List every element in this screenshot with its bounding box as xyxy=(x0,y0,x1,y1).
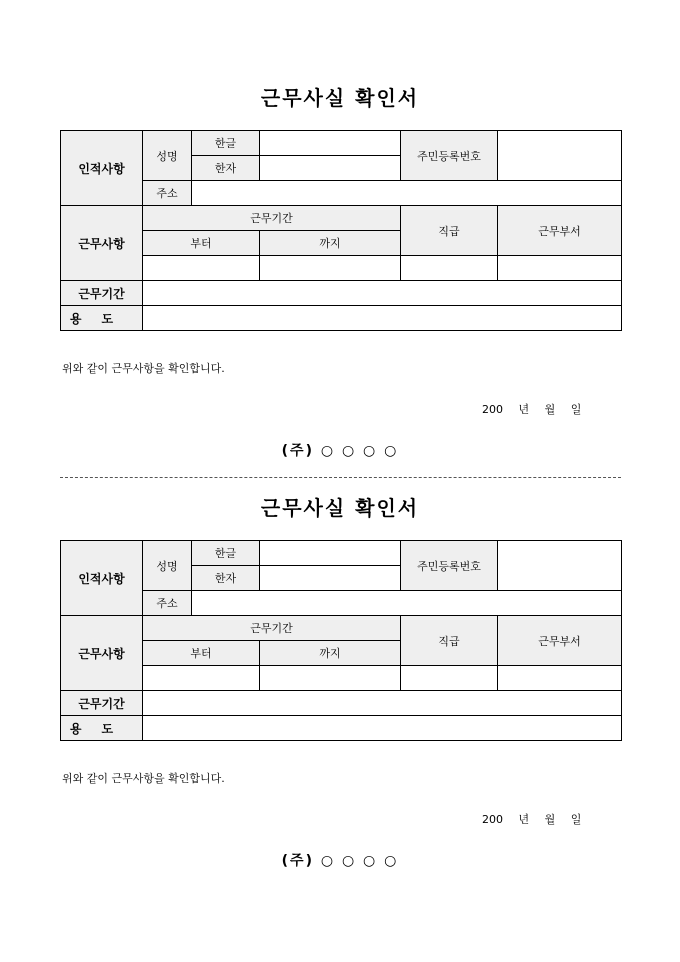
from-date-field[interactable] xyxy=(143,256,260,281)
hangul-label: 한글 xyxy=(192,541,260,566)
purpose-field[interactable] xyxy=(143,306,622,331)
date-line: 200 년 월 일 xyxy=(482,403,582,416)
from-header: 부터 xyxy=(143,641,260,666)
work-period-row-label: 근무기간 xyxy=(61,691,143,716)
department-field[interactable] xyxy=(498,666,622,691)
work-section-label: 근무사항 xyxy=(61,616,143,691)
from-header: 부터 xyxy=(143,231,260,256)
to-date-field[interactable] xyxy=(260,666,401,691)
from-date-field[interactable] xyxy=(143,666,260,691)
certificate-form-1 xyxy=(0,0,680,480)
hangul-name-field[interactable] xyxy=(260,541,401,566)
hangul-label: 한글 xyxy=(192,131,260,156)
date-line: 200 년 월 일 xyxy=(482,813,582,826)
company-name: (주) ○ ○ ○ ○ xyxy=(281,853,399,869)
resident-number-label: 주민등록번호 xyxy=(401,131,498,181)
confirmation-statement: 위와 같이 근무사항을 확인합니다. xyxy=(62,772,225,785)
certificate-form-2 xyxy=(0,410,680,890)
address-field[interactable] xyxy=(192,181,622,206)
grade-field[interactable] xyxy=(401,666,498,691)
grade-header: 직급 xyxy=(401,616,498,666)
address-label: 주소 xyxy=(143,591,192,616)
hanja-label: 한자 xyxy=(192,566,260,591)
purpose-label: 용도 xyxy=(61,716,143,741)
company-name: (주) ○ ○ ○ ○ xyxy=(281,443,399,459)
document-title: 근무사실 확인서 xyxy=(260,86,420,110)
info-table xyxy=(60,540,622,741)
personal-section-label: 인적사항 xyxy=(61,131,143,206)
grade-header: 직급 xyxy=(401,206,498,256)
to-header: 까지 xyxy=(260,231,401,256)
hangul-name-field[interactable] xyxy=(260,131,401,156)
hanja-name-field[interactable] xyxy=(260,566,401,591)
department-header: 근무부서 xyxy=(498,206,622,256)
resident-number-field[interactable] xyxy=(498,131,622,181)
address-label: 주소 xyxy=(143,181,192,206)
work-period-field[interactable] xyxy=(143,281,622,306)
info-table xyxy=(60,130,622,331)
work-period-row-label: 근무기간 xyxy=(61,281,143,306)
department-header: 근무부서 xyxy=(498,616,622,666)
work-period-header: 근무기간 xyxy=(143,616,401,641)
work-section-label: 근무사항 xyxy=(61,206,143,281)
hanja-name-field[interactable] xyxy=(260,156,401,181)
hanja-label: 한자 xyxy=(192,156,260,181)
work-period-field[interactable] xyxy=(143,691,622,716)
personal-section-label: 인적사항 xyxy=(61,541,143,616)
confirmation-statement: 위와 같이 근무사항을 확인합니다. xyxy=(62,362,225,375)
work-period-header: 근무기간 xyxy=(143,206,401,231)
to-header: 까지 xyxy=(260,641,401,666)
address-field[interactable] xyxy=(192,591,622,616)
to-date-field[interactable] xyxy=(260,256,401,281)
document-title: 근무사실 확인서 xyxy=(260,496,420,520)
purpose-field[interactable] xyxy=(143,716,622,741)
name-label: 성명 xyxy=(143,131,192,181)
name-label: 성명 xyxy=(143,541,192,591)
resident-number-field[interactable] xyxy=(498,541,622,591)
resident-number-label: 주민등록번호 xyxy=(401,541,498,591)
purpose-label: 용도 xyxy=(61,306,143,331)
department-field[interactable] xyxy=(498,256,622,281)
grade-field[interactable] xyxy=(401,256,498,281)
